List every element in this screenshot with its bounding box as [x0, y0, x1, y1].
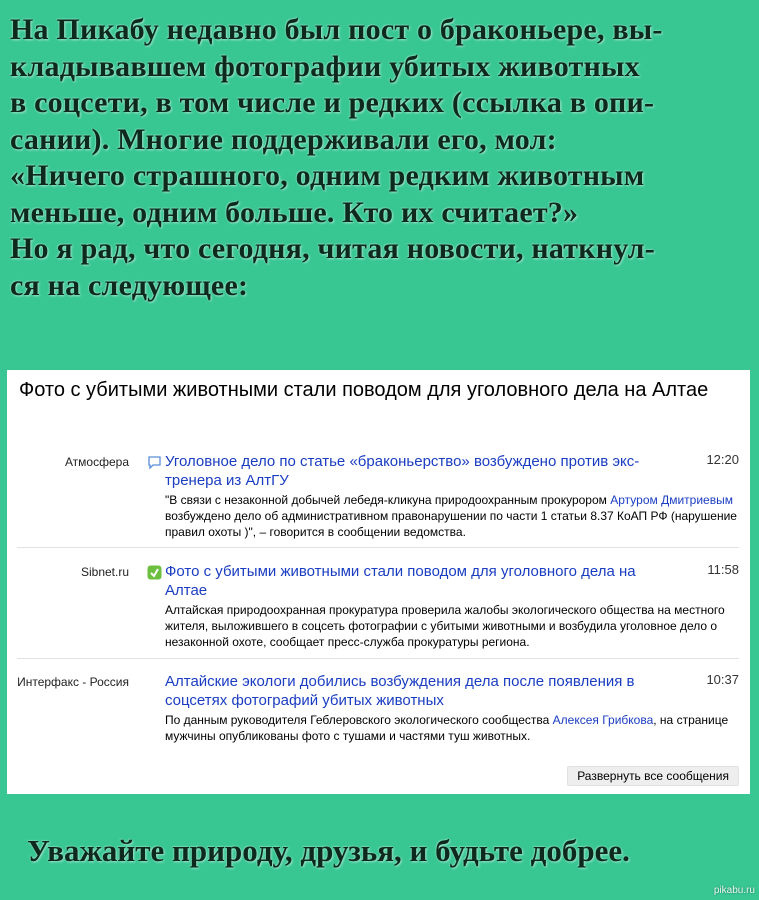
news-time: 12:20	[706, 452, 739, 467]
news-source[interactable]: Sibnet.ru	[80, 565, 129, 579]
intro-line: меньше, одним больше. Кто их считает?»	[10, 195, 579, 229]
news-card	[7, 370, 750, 794]
news-snippet	[165, 492, 745, 540]
intro-text	[10, 12, 750, 304]
expand-all-button[interactable]: Развернуть все сообщения	[567, 766, 739, 786]
divider	[17, 547, 739, 548]
news-headline-link[interactable]: Уголовное дело по статье «браконьерство» возбуждено против экс-тренера из АлтГУ	[165, 453, 640, 489]
news-time: 10:37	[706, 672, 739, 687]
intro-line: «Ничего страшного, одним редким животным	[10, 159, 645, 192]
intro-line: ся на следующее:	[10, 268, 249, 302]
news-snippet	[165, 712, 745, 744]
news-source[interactable]: Атмосфера	[64, 455, 129, 469]
news-time: 11:58	[707, 562, 739, 577]
news-headline-link[interactable]: Фото с убитыми животными стали поводом для уголовного дела на Алтае	[165, 563, 636, 599]
divider	[17, 658, 739, 659]
outro-text: Уважайте природу, друзья, и будьте добрее.	[27, 833, 630, 868]
snippet-text: , на странице мужчины опубликованы фото с тушами и частями туш животных.	[165, 713, 729, 743]
intro-line: в соцсети, в том числе и редких (ссылка в опи-	[10, 86, 655, 119]
news-snippet	[165, 602, 745, 650]
sibnet-logo-icon	[147, 565, 162, 580]
watermark: pikabu.ru	[713, 885, 755, 896]
intro-line: На Пикабу недавно был пост о браконьере, вы-	[10, 13, 663, 46]
person-link[interactable]: Артуром Дмитриевым	[610, 493, 733, 507]
news-source[interactable]: Интерфакс - Россия	[17, 675, 129, 689]
snippet-text: Алтайская природоохранная прокуратура проверила жалобы экологического общества на местного жителя, выложившего в соцсеть фотографии с убитыми животными и возбудила уголовное дело о незаконной охоте, сообщает пресс-служба прокуратуры региона.	[165, 603, 725, 649]
snippet-text: "В связи с незаконной добычей лебедя-кликуна природоохранным прокурором	[165, 493, 611, 507]
chat-bubble-icon	[147, 455, 162, 470]
intro-line: кладывавшем фотографии убитых животных	[10, 49, 640, 83]
intro-line: Но я рад, что сегодня, читая новости, наткнул-	[10, 232, 655, 265]
person-link[interactable]: Алексея Грибкова	[552, 713, 654, 727]
snippet-text: По данным руководителя Геблеровского экологического сообщества	[165, 713, 553, 727]
snippet-text: возбуждено дело об административном правонарушении по части 1 статьи 8.37 КоАП РФ (нарушение правил охоты )", – говорится в сообщении ведомства.	[165, 509, 737, 539]
intro-line: сании). Многие поддерживали его, мол:	[10, 122, 557, 156]
news-title: Фото с убитыми животными стали поводом для уголовного дела на Алтае	[19, 379, 709, 401]
news-headline-link[interactable]: Алтайские экологи добились возбуждения дела после появления в соцсетях фотографий убитых животных	[165, 673, 635, 709]
